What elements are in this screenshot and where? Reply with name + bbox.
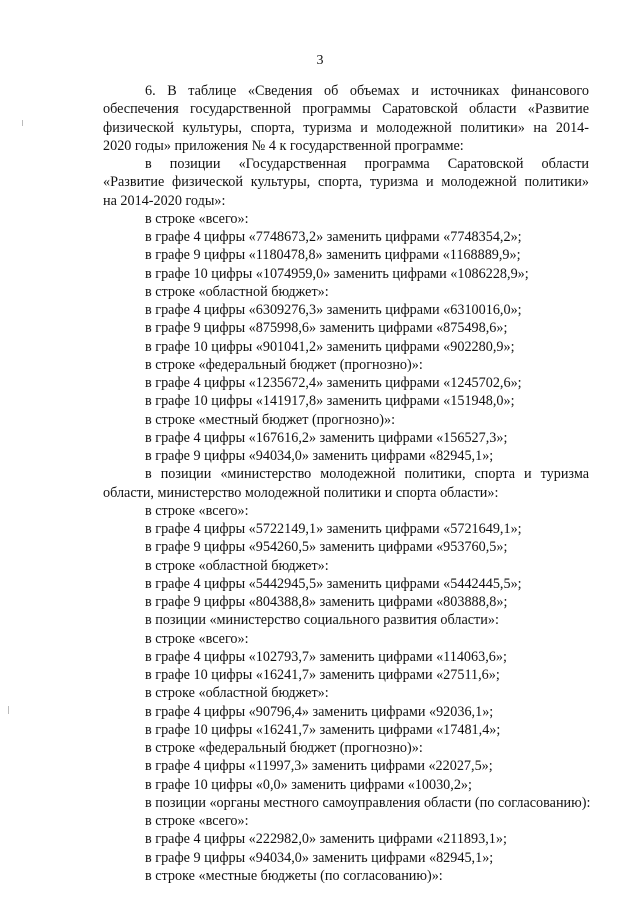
text-line: в строке «всего»: xyxy=(145,813,249,829)
scan-margin-mark xyxy=(22,120,23,126)
text-line: в графе 4 цифры «222982,0» заменить цифрами «211893,1»; xyxy=(145,831,507,848)
text-line: в строке «всего»: xyxy=(145,630,249,647)
text-line: в графе 9 цифры «1180478,8» заменить цифрами «1168889,9»; xyxy=(145,247,521,264)
text-line: 2020 годы» приложения № 4 к государственной программе: xyxy=(103,137,464,154)
text-line: в строке «областной бюджет»: xyxy=(145,685,329,702)
text-line: в графе 4 цифры «1235672,4» заменить цифрами «1245702,6»; xyxy=(145,375,522,391)
text-line: в строке «местные бюджеты (по согласованию)»: xyxy=(145,867,443,884)
text-line: в позиции «Государственная программа Саратовской области xyxy=(145,156,589,172)
text-line: в графе 10 цифры «901041,2» заменить цифрами «902280,9»; xyxy=(145,338,515,355)
page-number: 3 xyxy=(316,53,324,68)
text-line: в графе 4 цифры «6309276,3» заменить цифрами «6310016,0»; xyxy=(145,302,522,318)
text-line: в строке «всего»: xyxy=(145,502,249,519)
text-line: в строке «областной бюджет»: xyxy=(145,557,329,574)
text-line: обеспечения государственной программы Саратовской области «Развитие xyxy=(103,101,589,118)
text-line: в строке «федеральный бюджет (прогнозно)»: xyxy=(145,740,423,756)
text-line: в графе 4 цифры «90796,4» заменить цифрами «92036,1»; xyxy=(145,703,494,720)
text-line: в графе 9 цифры «804388,8» заменить цифрами «803888,8»; xyxy=(145,594,508,610)
text-line: в графе 10 цифры «16241,7» заменить цифрами «17481,4»; xyxy=(145,721,501,738)
text-line: в позиции «органы местного самоуправления области (по согласованию): xyxy=(145,794,591,811)
text-line: «Развитие физической культуры, спорта, туризма и молодежной политики» xyxy=(103,174,589,191)
scan-margin-mark xyxy=(8,706,9,714)
text-line: в графе 9 цифры «954260,5» заменить цифрами «953760,5»; xyxy=(145,539,508,556)
text-line: в графе 9 цифры «875998,6» заменить цифрами «875498,6»; xyxy=(145,320,508,337)
text-line: в графе 9 цифры «94034,0» заменить цифрами «82945,1»; xyxy=(145,448,494,464)
text-line: в графе 10 цифры «1074959,0» заменить цифрами «1086228,9»; xyxy=(145,265,529,282)
text-line: в графе 4 цифры «11997,3» заменить цифрами «22027,5»; xyxy=(145,758,493,775)
text-line: в графе 4 цифры «102793,7» заменить цифрами «114063,6»; xyxy=(145,648,507,665)
text-line: в графе 10 цифры «0,0» заменить цифрами «10030,2»; xyxy=(145,776,472,793)
text-line: области, министерство молодежной политики и спорта области»: xyxy=(103,484,499,501)
text-line: 6. В таблице «Сведения об объемах и источниках финансового xyxy=(145,83,589,99)
text-line: в строке «всего»: xyxy=(145,210,249,227)
text-line: физической культуры, спорта, туризма и молодежной политики» на 2014- xyxy=(103,119,589,136)
text-line: в графе 4 цифры «5722149,1» заменить цифрами «5721649,1»; xyxy=(145,521,522,537)
text-line: в позиции «министерство молодежной политики, спорта и туризма xyxy=(145,466,589,483)
text-line: на 2014-2020 годы»: xyxy=(103,192,226,209)
text-line: в графе 4 цифры «5442945,5» заменить цифрами «5442445,5»; xyxy=(145,575,522,592)
text-line: в графе 10 цифры «141917,8» заменить цифрами «151948,0»; xyxy=(145,393,515,410)
text-line: в графе 10 цифры «16241,7» заменить цифрами «27511,6»; xyxy=(145,667,500,683)
text-line: в графе 4 цифры «7748673,2» заменить цифрами «7748354,2»; xyxy=(145,229,522,245)
text-line: в графе 9 цифры «94034,0» заменить цифрами «82945,1»; xyxy=(145,849,494,866)
text-line: в строке «областной бюджет»: xyxy=(145,283,329,300)
document-body xyxy=(103,82,589,885)
text-line: в позиции «министерство социального развития области»: xyxy=(145,612,499,629)
text-line: в строке «местный бюджет (прогнозно)»: xyxy=(145,411,396,428)
text-line: в строке «федеральный бюджет (прогнозно)»: xyxy=(145,356,423,373)
text-line: в графе 4 цифры «167616,2» заменить цифрами «156527,3»; xyxy=(145,429,508,446)
